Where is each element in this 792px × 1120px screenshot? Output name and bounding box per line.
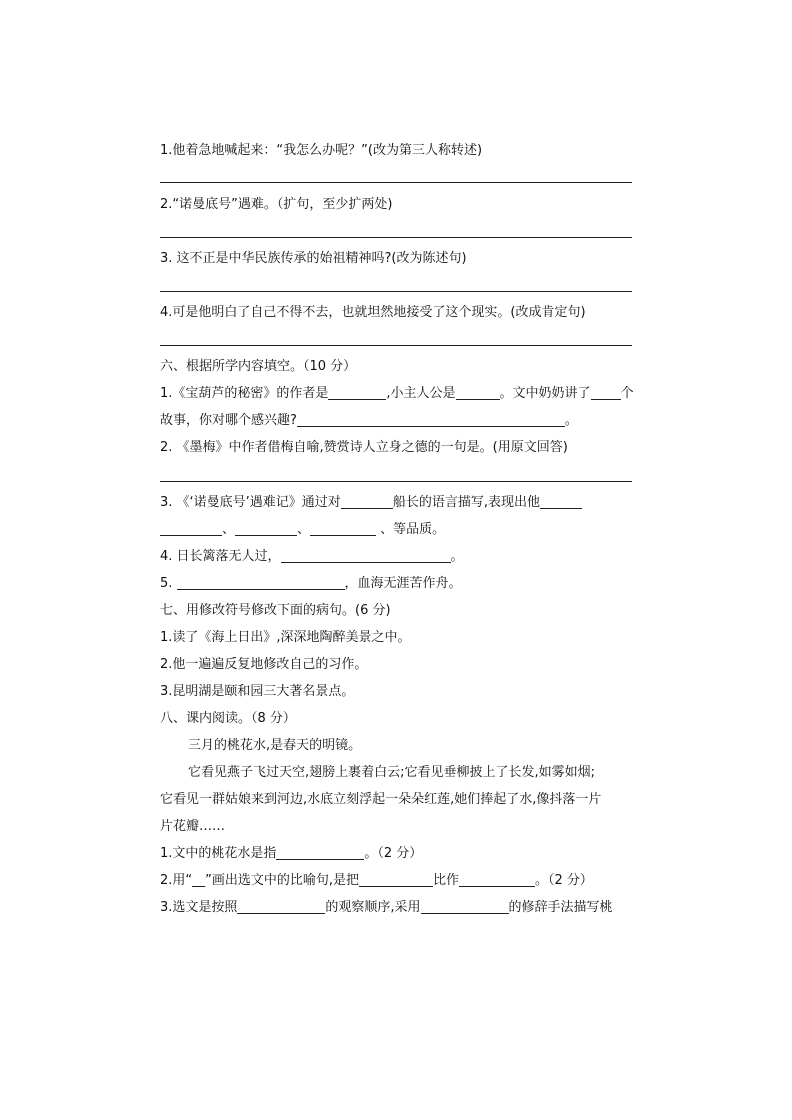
- question-6-1: 1.《宝葫芦的秘密》的作者是 ,小主人公是 。文中奶奶讲了 个: [160, 386, 634, 401]
- blank[interactable]: [310, 522, 376, 536]
- reading-paragraph-1: 三月的桃花水,是春天的明镜。: [188, 738, 362, 753]
- blank[interactable]: [160, 522, 222, 536]
- section-8-heading: 八、课内阅读。（8 分）: [160, 711, 296, 726]
- answer-line[interactable]: [160, 291, 632, 292]
- question-6-2: 2. 《墨梅》中作者借梅自喻,赞赏诗人立身之德的一句是。(用原文回答): [160, 440, 568, 455]
- sentence-7-1: 1.读了《海上日出》,深深地陶醉美景之中。: [160, 630, 411, 645]
- blank[interactable]: [276, 846, 364, 860]
- blank[interactable]: [237, 900, 325, 914]
- blank[interactable]: [359, 873, 433, 887]
- blank[interactable]: [591, 386, 621, 400]
- answer-line[interactable]: [160, 345, 632, 346]
- reading-paragraph-2-line-1: 它看见燕子飞过天空,翅膀上裹着白云;它看见垂柳披上了长发,如雾如烟;: [188, 765, 596, 780]
- blank[interactable]: [235, 522, 297, 536]
- question-5-3: 3. 这不正是中华民族传承的始祖精神吗?(改为陈述句): [160, 251, 467, 266]
- reading-paragraph-2-line-2: 它看见一群姑娘来到河边,水底立刻浮起一朵朵红莲,她们捧起了水,像抖落一片: [160, 792, 602, 807]
- blank[interactable]: [328, 386, 386, 400]
- question-8-1: 1.文中的桃花水是指 。（2 分）: [160, 846, 423, 861]
- question-6-3-cont: 、 、 、等品质。: [160, 522, 445, 538]
- question-6-3: 3. 《‘诺曼底号’遇难记》通过对 船长的语言描写,表现出他: [160, 495, 582, 511]
- question-6-5: 5. ，血海无涯苦作舟。: [160, 576, 462, 591]
- section-7-heading: 七、用修改符号修改下面的病句。(6 分): [160, 603, 391, 618]
- question-5-2: 2.“诺曼底号”遇难。（扩句，至少扩两处): [160, 197, 393, 212]
- section-6-heading: 六、根据所学内容填空。（10 分）: [160, 359, 357, 374]
- answer-line[interactable]: [160, 182, 632, 183]
- blank[interactable]: [421, 900, 509, 914]
- blank[interactable]: [341, 495, 393, 509]
- blank[interactable]: [540, 495, 582, 509]
- question-5-4: 4.可是他明白了自己不得不去，也就坦然地接受了这个现实。(改成肯定句): [160, 305, 586, 320]
- reading-paragraph-2-line-3: 片花瓣……: [160, 819, 226, 834]
- blank[interactable]: [281, 549, 451, 563]
- blank[interactable]: [456, 386, 500, 400]
- answer-line[interactable]: [160, 481, 632, 482]
- question-6-4: 4. 日长篱落无人过， 。: [160, 549, 464, 564]
- question-6-1-cont: 故事，你对哪个感兴趣? 。: [160, 413, 578, 428]
- sentence-7-3: 3.昆明湖是颐和园三大著名景点。: [160, 684, 355, 699]
- sentence-7-2: 2.他一遍遍反复地修改自己的习作。: [160, 657, 368, 672]
- question-5-1: 1.他着急地喊起来：“我怎么办呢？”(改为第三人称转述): [160, 143, 483, 158]
- answer-line[interactable]: [160, 237, 632, 238]
- blank[interactable]: [177, 576, 345, 590]
- question-8-2: 2.用“__”画出选文中的比喻句,是把 比作 。（2 分）: [160, 873, 593, 888]
- blank[interactable]: [459, 873, 535, 887]
- question-8-3: 3.选文是按照 的观察顺序,采用 的修辞手法描写桃: [160, 900, 613, 915]
- blank[interactable]: [297, 413, 565, 427]
